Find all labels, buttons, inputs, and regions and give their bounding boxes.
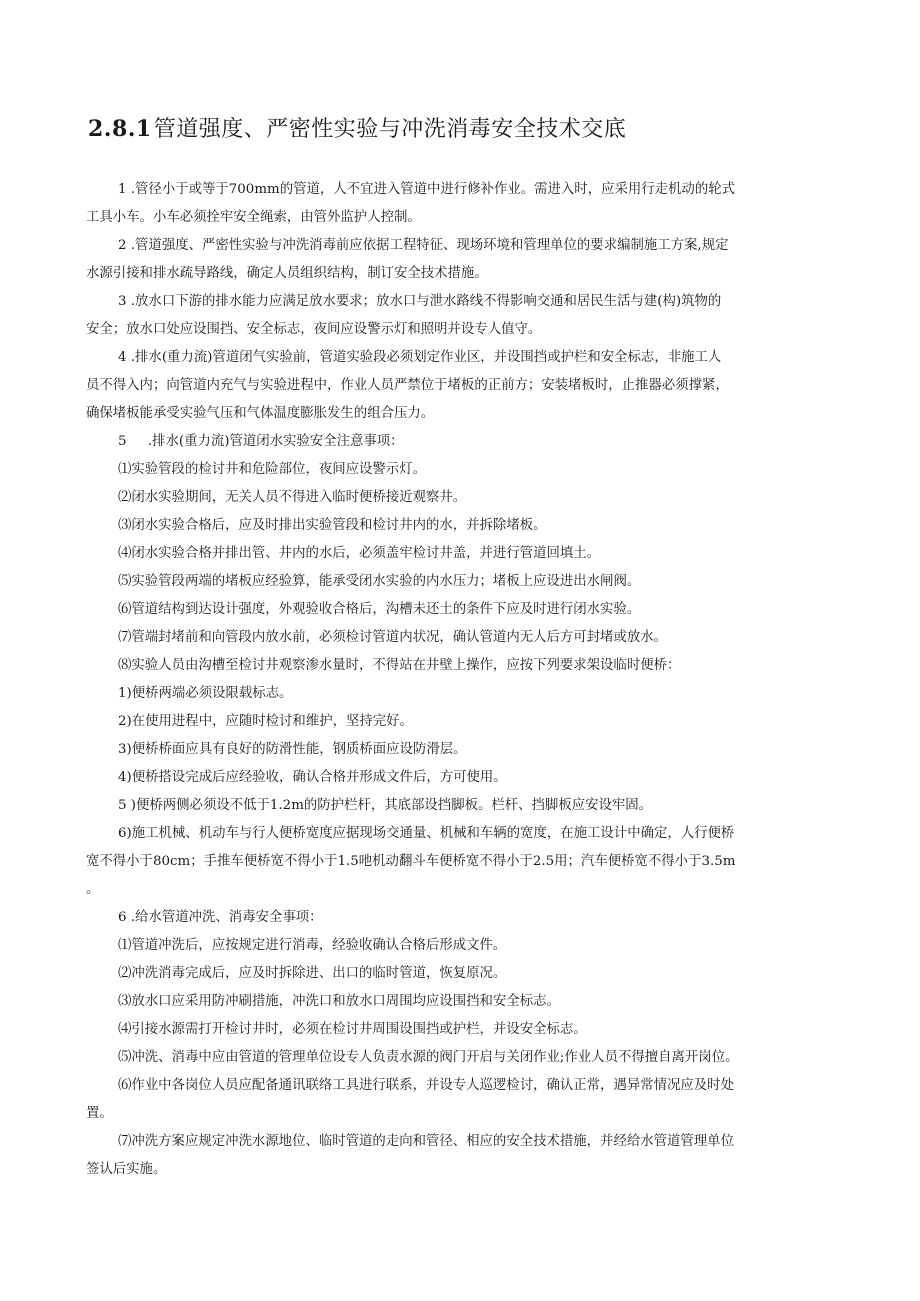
text-line: ⑹管道结构到达设计强度，外观验收合格后，沟槽未还土的条件下应及时进行闭水实验。	[118, 602, 641, 617]
text-line: 水源引接和排水疏导路线，确定人员组织结构，制订安全技术措施。	[86, 266, 488, 281]
text-line: ⑻实验人员由沟槽至检讨井观察渗水量时，不得站在井壁上操作，应按下列要求架设临时便桥：	[118, 658, 681, 673]
text-line: 。	[86, 882, 100, 897]
text-line: 1)便桥两端必须设限载标志。	[118, 686, 293, 701]
text-line: 确保堵板能承受实验气压和气体温度膨胀发生的组合压力。	[86, 406, 435, 421]
body-text	[0, 176, 920, 1184]
section-number: 2.8.1	[88, 116, 152, 142]
text-line: 5 .排水(重力流)管道闭水实验安全注意事项：	[118, 434, 404, 449]
section-title	[88, 112, 626, 143]
text-line: 2)在使用进程中，应随时检讨和维护，坚持完好。	[118, 714, 413, 729]
text-line: ⑺冲洗方案应规定冲洗水源地位、临时管道的走向和管径、相应的安全技术措施，并经给水管道管理单位	[118, 1134, 734, 1149]
text-line: 3)便桥桥面应具有良好的防滑性能，钢质桥面应设防滑层。	[118, 742, 467, 757]
text-line: ⑵闭水实验期间，无关人员不得进入临时便桥接近观察井。	[118, 490, 467, 505]
text-line: 2 .管道强度、严密性实验与冲洗消毒前应依据工程特征、现场环境和管理单位的要求编制施工方案,规定	[118, 238, 729, 253]
text-line: ⑴管道冲洗后，应按规定进行消毒，经验收确认合格后形成文件。	[118, 938, 507, 953]
text-line: ⑸冲洗、消毒中应由管道的管理单位设专人负责水源的阀门开启与关闭作业;作业人员不得擅自离开岗位。	[118, 1050, 739, 1065]
text-line: 置。	[86, 1106, 113, 1121]
text-line: ⑷引接水源需打开检讨井时，必须在检讨井周围设围挡或护栏，并设安全标志。	[118, 1022, 587, 1037]
text-line: 安全；放水口处应设围挡、安全标志，夜间应设警示灯和照明并设专人值守。	[86, 322, 542, 337]
text-line: 员不得入内；向管道内充气与实验进程中，作业人员严禁位于堵板的正前方；安装堵板时，止推器必须撑紧，	[86, 378, 729, 393]
text-line: ⑶放水口应采用防冲刷措施，冲洗口和放水口周围均应设围挡和安全标志。	[118, 994, 560, 1009]
text-line: 宽不得小于80cm；手推车便桥宽不得小于1.5吔机动翻斗车便桥宽不得小于2.5用；汽车便桥宽不得小于3.5m	[86, 854, 736, 869]
text-line: 6)施工机械、机动车与行人便桥宽度应据现场交通量、机械和车辆的宽度，在施工设计中确定，人行便桥	[118, 826, 735, 841]
text-line: 5 )便桥两侧必须设不低于1.2m的防护栏杆，其底部设挡脚板。栏杆、挡脚板应安设牢固。	[118, 798, 653, 813]
text-line: 3 .放水口下游的排水能力应满足放水要求；放水口与泄水路线不得影响交通和居民生活与建(构)筑物的	[118, 294, 722, 309]
text-line: 工具小车。小车必须拴牢安全绳索，由管外监护人控制。	[86, 210, 421, 225]
text-line: 签认后实施。	[86, 1162, 167, 1177]
text-line: 4)便桥搭设完成后应经验收，确认合格并形成文件后，方可使用。	[118, 770, 507, 785]
section-title-text: 管道强度、严密性实验与冲洗消毒安全技术交底	[153, 117, 627, 142]
text-line: 6 .给水管道冲洗、消毒安全事项：	[118, 910, 323, 925]
text-line: ⑺管端封堵前和向管段内放水前，必须检讨管道内状况，确认管道内无人后方可封堵或放水。	[118, 630, 668, 645]
text-line: ⑹作业中各岗位人员应配备通讯联络工具进行联系，并设专人巡逻检讨，确认正常，遇异常情况应及时处	[118, 1078, 734, 1093]
text-line: ⑷闭水实验合格并排出管、井内的水后，必须盖牢检讨井盖，并进行管道回填土。	[118, 546, 601, 561]
text-line: 4 .排水(重力流)管道闭气实验前，管道实验段必须划定作业区，并设围挡或护栏和安全标志，非施工人	[118, 350, 722, 365]
text-line: ⑶闭水实验合格后，应及时排出实验管段和检讨井内的水，并拆除堵板。	[118, 518, 547, 533]
text-line: 1 .管径小于或等于700mm的管道，人不宜进入管道中进行修补作业。需进入时，应采用行走机动的轮式	[118, 182, 735, 197]
text-line: ⑴实验管段的检讨井和危险部位，夜间应设警示灯。	[118, 462, 426, 477]
text-line: ⑸实验管段两端的堵板应经验算，能承受闭水实验的内水压力；堵板上应设进出水闸阀。	[118, 574, 641, 589]
text-line: ⑵冲洗消毒完成后，应及时拆除进、出口的临时管道，恢复原况。	[118, 966, 507, 981]
